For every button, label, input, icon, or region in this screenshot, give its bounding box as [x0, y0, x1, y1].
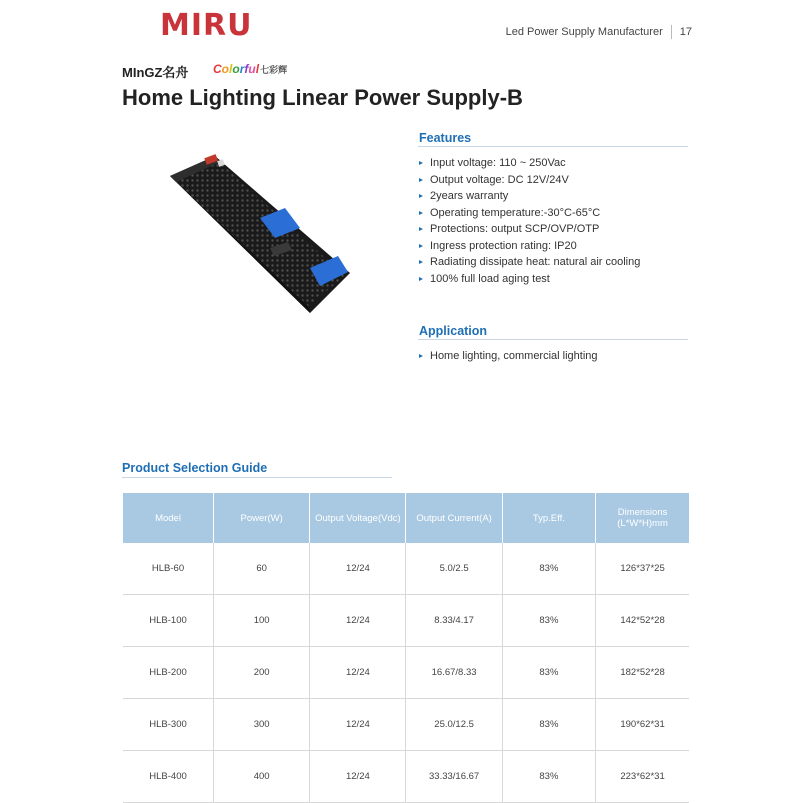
table-header-row: [123, 493, 689, 543]
column-header: Typ.Eff.: [502, 493, 595, 543]
table-cell: 12/24: [310, 647, 406, 699]
application-heading: Application: [419, 324, 488, 338]
bullet-triangle-icon: [419, 277, 423, 281]
table-cell: 8.33/4.17: [406, 595, 502, 647]
column-header: Model: [123, 493, 214, 543]
table-cell: HLB-100: [123, 595, 214, 647]
table-cell: 83%: [502, 543, 595, 595]
table-cell: HLB-60: [123, 543, 214, 595]
selection-guide-divider: [122, 477, 392, 478]
bullet-triangle-icon: [419, 244, 423, 248]
brand-mingz-logo: MInGZ名舟: [122, 65, 189, 80]
table-cell: 400: [214, 751, 310, 803]
table-cell: 60: [214, 543, 310, 595]
table-cell: 5.0/2.5: [406, 543, 502, 595]
table-cell: 190*62*31: [596, 699, 689, 751]
table-cell: 83%: [502, 595, 595, 647]
bullet-triangle-icon: [419, 178, 423, 182]
brand-colorful-cn: 七彩辉: [260, 65, 288, 75]
table-cell: 12/24: [310, 751, 406, 803]
table-cell: 83%: [502, 647, 595, 699]
table-cell: 25.0/12.5: [406, 699, 502, 751]
bullet-triangle-icon: [419, 194, 423, 198]
table-cell: 126*37*25: [596, 543, 689, 595]
features-list: [419, 155, 640, 287]
column-header: Power(W): [214, 493, 310, 543]
table-cell: HLB-300: [123, 699, 214, 751]
table-cell: 182*52*28: [596, 647, 689, 699]
table-cell: HLB-400: [123, 751, 214, 803]
table-cell: 16.67/8.33: [406, 647, 502, 699]
feature-item: Protections: output SCP/OVP/OTP: [419, 221, 640, 238]
feature-item: 100% full load aging test: [419, 271, 640, 288]
table-cell: 83%: [502, 751, 595, 803]
table-cell: 12/24: [310, 595, 406, 647]
feature-item: Operating temperature:-30°C-65°C: [419, 205, 640, 222]
feature-item: Output voltage: DC 12V/24V: [419, 172, 640, 189]
table-cell: 200: [214, 647, 310, 699]
feature-item: Ingress protection rating: IP20: [419, 238, 640, 255]
table-cell: 142*52*28: [596, 595, 689, 647]
power-supply-product-image: [160, 148, 370, 318]
bullet-triangle-icon: [419, 354, 423, 358]
table-row: [123, 543, 689, 595]
table-cell: 33.33/16.67: [406, 751, 502, 803]
application-list: [419, 348, 598, 365]
table-cell: 300: [214, 699, 310, 751]
bullet-triangle-icon: [419, 211, 423, 215]
feature-item: Radiating dissipate heat: natural air cooling: [419, 254, 640, 271]
miru-logo: MIRU: [160, 8, 253, 43]
bullet-triangle-icon: [419, 227, 423, 231]
header-tagline: Led Power Supply Manufacturer: [505, 25, 663, 38]
header-divider: [671, 25, 672, 39]
page-number: 17: [679, 25, 692, 38]
table-cell: 223*62*31: [596, 751, 689, 803]
table-row: [123, 647, 689, 699]
page-title: Home Lighting Linear Power Supply-B: [122, 85, 523, 110]
table-row: [123, 595, 689, 647]
application-divider: [418, 339, 688, 340]
features-heading: Features: [419, 131, 472, 145]
column-header: Output Current(A): [406, 493, 502, 543]
feature-item: 2years warranty: [419, 188, 640, 205]
brand-colorful-logo: Colorful七彩辉: [213, 62, 288, 76]
application-item: Home lighting, commercial lighting: [419, 348, 598, 365]
table-cell: 12/24: [310, 543, 406, 595]
table-cell: 83%: [502, 699, 595, 751]
table-row: [123, 699, 689, 751]
selection-guide-heading: Product Selection Guide: [122, 461, 268, 475]
column-header: Dimensions (L*W*H)mm: [596, 493, 689, 543]
table-cell: 100: [214, 595, 310, 647]
bullet-triangle-icon: [419, 260, 423, 264]
table-cell: HLB-200: [123, 647, 214, 699]
table-row: [123, 751, 689, 803]
table-cell: 12/24: [310, 699, 406, 751]
bullet-triangle-icon: [419, 161, 423, 165]
features-divider: [418, 146, 688, 147]
feature-item: Input voltage: 110 ~ 250Vac: [419, 155, 640, 172]
page-header: [506, 25, 692, 39]
product-selection-table: [123, 493, 689, 803]
column-header: Output Voltage(Vdc): [310, 493, 406, 543]
